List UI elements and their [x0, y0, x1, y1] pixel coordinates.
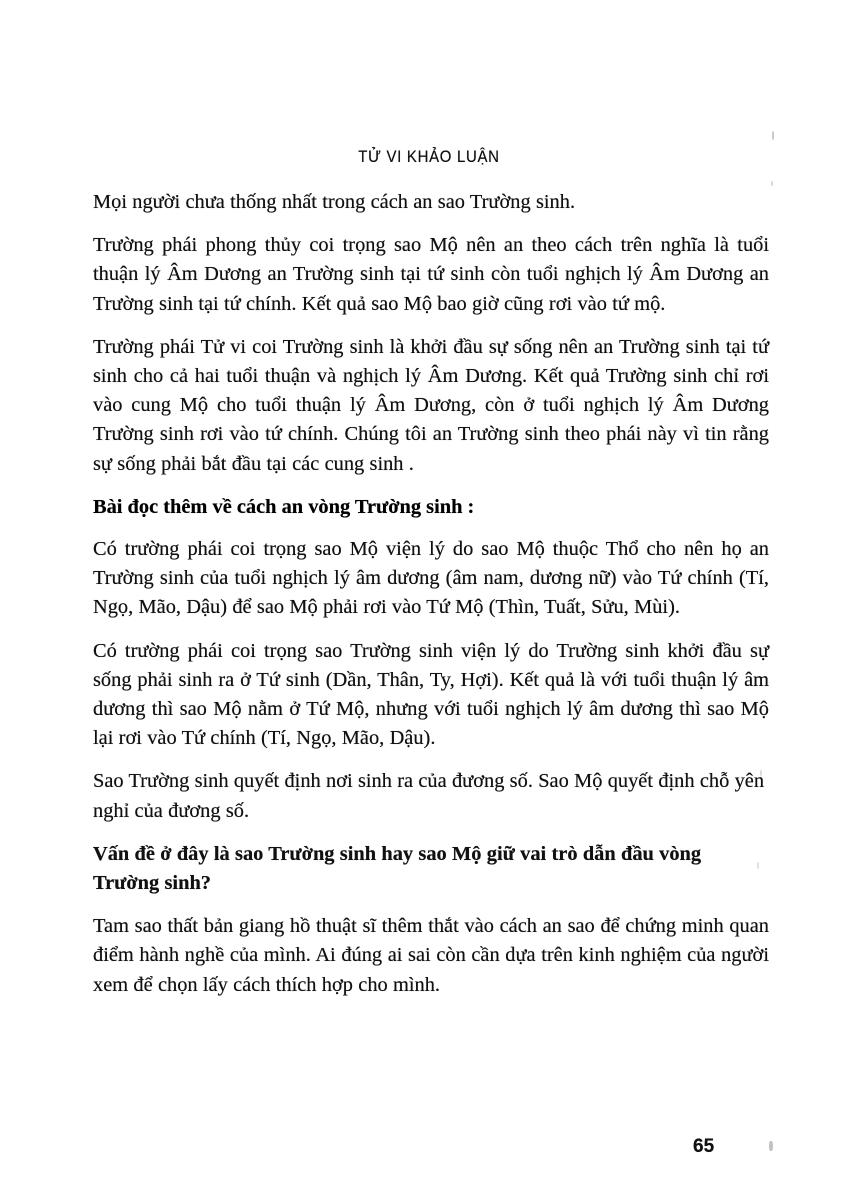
paragraph-7: Vấn đề ở đây là sao Trường sinh hay sao Mộ giữ vai trò dẫn đầu vòng Trường sinh?: [93, 842, 702, 895]
paragraph-3: Trường phái Tử vi coi Trường sinh là khởi đầu sự sống nên an Trường sinh tại tứ sinh cho cả hai tuổi thuận và nghịch lý Âm Dương. Kết quả Trường sinh chỉ rơi vào cung Mộ cho tuổi thuận lý Âm Dương, còn ở tuổi nghịch lý Âm Dương Trường sinh rơi vào tứ chính. Chúng tôi an Trường sinh theo phái này vì tin rằng sự sống phải bắt đầu tại các cung sinh .: [93, 335, 769, 475]
paragraph-5: Có trường phái coi trọng sao Trường sinh viện lý do Trường sinh khởi đầu sự sống phải sinh ra ở Tứ sinh (Dần, Thân, Ty, Hợi). Kết quả là với tuổi thuận lý âm dương thì sao Mộ nằm ở Tứ Mộ, nhưng với tuổi nghịch lý âm dương thì sao Mộ lại rơi vào Tứ chính (Tí, Ngọ, Mão, Dậu).: [93, 639, 769, 750]
paragraph-2: Trường phái phong thủy coi trọng sao Mộ nên an theo cách trên nghĩa là tuổi thuận lý Âm Dương an Trường sinh tại tứ sinh còn tuổi nghịch lý Âm Dương an Trường sinh tại tứ chính. Kết quả sao Mộ bao giờ cũng rơi vào tứ mộ.: [93, 234, 769, 315]
page-number: 65: [693, 1136, 715, 1157]
paragraph-6: Sao Trường sinh quyết định nơi sinh ra của đương số. Sao Mộ quyết định chỗ yên nghỉ của đương số.: [93, 770, 765, 822]
paragraph-4: Có trường phái coi trọng sao Mộ viện lý do sao Mộ thuộc Thổ cho nên họ an Trường sinh của tuổi nghịch lý âm dương (âm nam, dương nữ) vào Tứ chính (Tí, Ngọ, Mão, Dậu) để sao Mộ phải rơi vào Tứ Mộ (Thìn, Tuất, Sửu, Mùi).: [93, 538, 769, 619]
scan-speck: [769, 1141, 773, 1151]
scan-speck: [772, 131, 774, 140]
paragraph-8: Tam sao thất bản giang hồ thuật sĩ thêm thắt vào cách an sao để chứng minh quan điểm hành nghề của mình. Ai đúng ai sai còn cần dựa trên kinh nghiệm của người xem để chọn lấy cách thích hợp cho mình.: [93, 915, 769, 996]
paragraph-1: Mọi người chưa thống nhất trong cách an sao Trường sinh.: [93, 191, 576, 213]
text-column: [93, 188, 769, 1000]
running-head: TỬ VI KHẢO LUẬN: [358, 147, 500, 166]
scan-speck: [771, 181, 773, 186]
section-heading: Bài đọc thêm về cách an vòng Trường sinh :: [93, 495, 475, 518]
